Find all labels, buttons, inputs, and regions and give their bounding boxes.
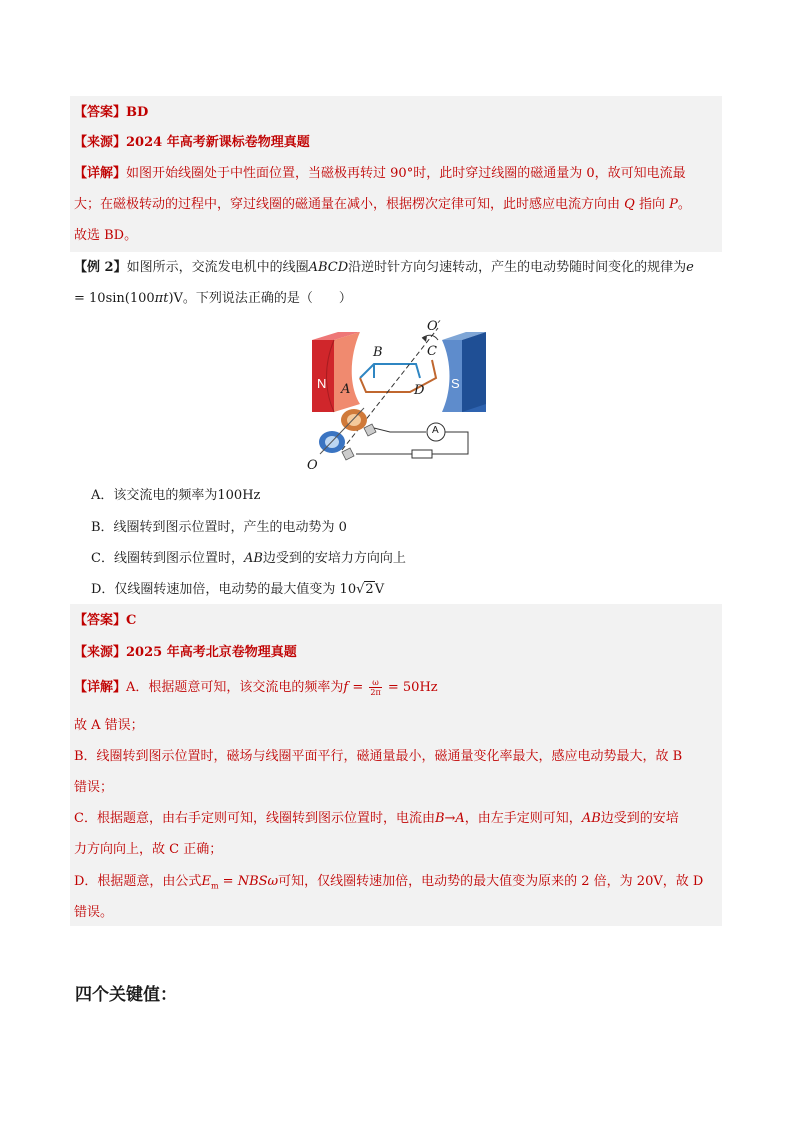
example2-stem-line2 <box>74 289 352 309</box>
answer-tag: 【答案】 <box>74 105 127 120</box>
option-text: 边受到的安培力方向向上 <box>262 551 406 566</box>
example1-answer-line <box>74 103 148 123</box>
detail-text: 。 <box>677 197 691 212</box>
detail-text: A．根据题意可知，该交流电的频率为 <box>126 680 344 695</box>
option-text: C．线圈转到图示位置时， <box>91 551 244 566</box>
example2-answer-line <box>74 611 136 631</box>
stem-equation: = 10sin(100 <box>74 291 155 306</box>
current-direction: B→A <box>434 811 465 826</box>
detail-text: 错误。 <box>74 905 114 920</box>
example2-stem-line1 <box>74 258 694 278</box>
option-text: V <box>374 582 385 597</box>
emf-symbol: e <box>686 260 694 275</box>
detail-tag: 【详解】 <box>74 680 127 695</box>
point-q: Q <box>624 197 635 212</box>
detail-text: 故选 BD。 <box>74 228 138 243</box>
source-tag: 【来源】 <box>74 645 127 660</box>
coil-name: ABCD <box>308 260 349 275</box>
figure-label-c: C <box>427 344 437 359</box>
option-math: AB <box>243 551 263 566</box>
detail-text: 可知，仅线圈转速加倍，电动势的最大值变为原来的 2 倍，为 20V，故 D <box>278 874 704 889</box>
example2-detail-d1 <box>74 872 703 897</box>
example1-detail-line3 <box>74 226 137 246</box>
detail-text: 边受到的安培 <box>600 811 679 826</box>
option-text: B．线圈转到图示位置时，产生的电动势为 0 <box>91 520 347 535</box>
option-text: A．该交流电的频率为100Hz <box>91 488 261 503</box>
answer-value: BD <box>126 105 149 120</box>
stem-pit: πt <box>154 291 169 306</box>
example2-detail-b2 <box>74 778 113 798</box>
option-b <box>91 518 347 538</box>
source-tag: 【来源】 <box>74 135 127 150</box>
option-sqrt: 2 <box>365 582 374 597</box>
equals: = <box>218 874 238 889</box>
stem-text: 沿逆时针方向匀速转动，产生的电动势随时间变化的规律为 <box>348 260 687 275</box>
emf-max-subscript: m <box>210 881 219 891</box>
example-label: 【例 2】 <box>74 260 127 275</box>
fraction-denominator: 2π <box>370 688 381 697</box>
example2-detail-d2 <box>74 903 113 923</box>
detail-text: C．根据题意，由右手定则可知，线圈转到图示位置时，电流由 <box>74 811 435 826</box>
detail-text: ，由左手定则可知， <box>464 811 582 826</box>
equals: = <box>348 680 368 695</box>
example2-detail-c1 <box>74 809 679 829</box>
example2-detail-b1 <box>74 747 682 767</box>
figure-label-ammeter: A <box>432 425 439 436</box>
answer-value: C <box>126 613 137 628</box>
freq-value: = 50Hz <box>383 680 438 695</box>
stem-text: )V。下列说法正确的是（ ） <box>168 291 352 306</box>
detail-text: B．线圈转到图示位置时，磁场与线圈平面平行，磁通量最小，磁通量变化率最大，感应电动势最大，故 B <box>74 749 683 764</box>
source-text: 2025 年高考北京卷物理真题 <box>126 645 297 660</box>
option-c <box>91 549 406 569</box>
detail-text: 如图开始线圈处于中性面位置，当磁极再转过 90°时，此时穿过线圈的磁通量为 0，故可知电流最 <box>126 166 686 181</box>
example2-detail-c2 <box>74 840 222 860</box>
figure-label-s: S <box>451 376 460 391</box>
example1-detail-line1 <box>74 164 686 184</box>
detail-text: 指向 <box>634 197 670 212</box>
detail-text: 错误； <box>74 780 114 795</box>
figure-label-o-top: O′ <box>427 319 441 334</box>
figure-label-a: A <box>341 382 351 397</box>
detail-text: 大；在磁极转动的过程中，穿过线圈的磁通量在减小，根据楞次定律可知，此时感应电流方向由 <box>74 197 625 212</box>
option-a <box>91 486 260 506</box>
example2-source-line <box>74 643 297 663</box>
emf-max-symbol: E <box>201 874 211 889</box>
figure-label-n: N <box>317 376 327 391</box>
figure-label-b: B <box>373 345 383 360</box>
side-ab: AB <box>581 811 601 826</box>
detail-text: 故 A 错误； <box>74 718 144 733</box>
fraction-numerator: ω <box>369 678 381 688</box>
source-text: 2024 年高考新课标卷物理真题 <box>126 135 310 150</box>
point-p: P <box>669 197 678 212</box>
example1-source-line <box>74 133 310 153</box>
figure-label-d: D <box>414 383 425 398</box>
example2-detail-a <box>74 678 438 698</box>
example2-detail-a2 <box>74 716 144 736</box>
detail-text: D．根据题意，由公式 <box>74 874 202 889</box>
stem-text: 如图所示，交流发电机中的线圈 <box>126 260 309 275</box>
generator-figure <box>300 320 500 480</box>
option-d: D．仅线圈转速加倍，电动势的最大值变为 10√2V <box>91 582 385 597</box>
answer-tag: 【答案】 <box>74 613 127 628</box>
detail-text: 力方向向上，故 C 正确； <box>74 842 223 857</box>
detail-tag: 【详解】 <box>74 166 127 181</box>
figure-label-o-bottom: O <box>307 458 318 473</box>
formula-nbs: NBSω <box>237 874 279 889</box>
omega-fraction <box>369 678 381 697</box>
option-text: D．仅线圈转速加倍，电动势的最大值变为 10 <box>91 582 357 597</box>
section-heading: 四个关键值： <box>75 985 177 1005</box>
example1-detail-line2 <box>74 195 691 215</box>
freq-symbol: f <box>343 680 349 695</box>
